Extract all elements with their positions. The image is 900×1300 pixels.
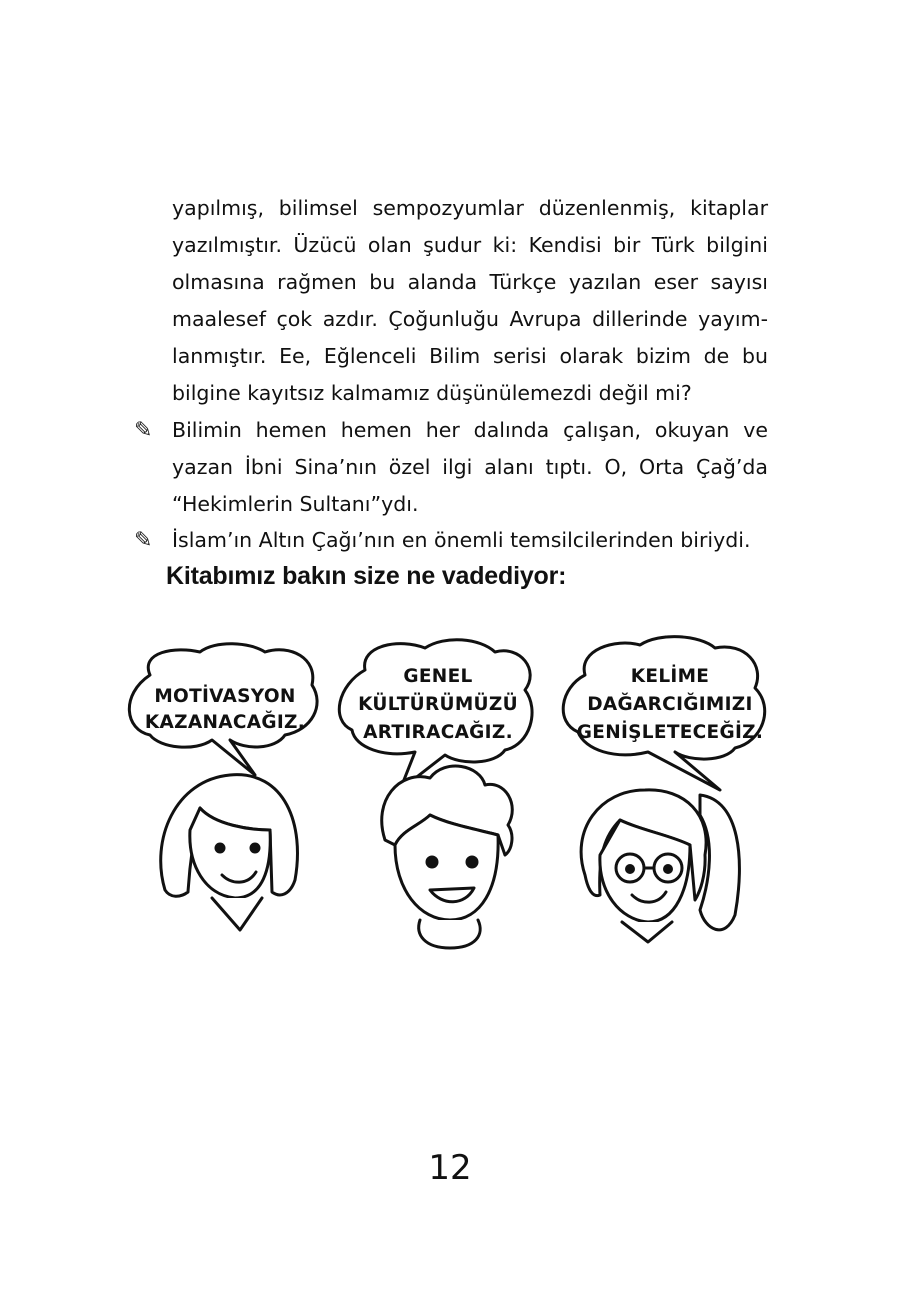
paragraph-line: olmasına rağmen bu alanda Türkçe yazılan eser sayısı: [172, 270, 768, 294]
characters-illustration: [0, 630, 900, 990]
bullet-line: İslam’ın Altın Çağı’nın en önemli temsilcilerinden biriydi.: [172, 528, 751, 552]
bullet-line: yazan İbni Sina’nın özel ilgi alanı tıptı. O, Orta Çağ’da: [172, 455, 768, 479]
page-number: 12: [428, 1148, 472, 1188]
speech-bubble: [129, 644, 317, 775]
boy-character-icon: [382, 766, 513, 948]
pencil-icon: ✎: [134, 418, 153, 443]
bubble-line: DAĞARCIĞIMIZI: [587, 694, 753, 715]
paragraph-line: bilgine kayıtsız kalmamız düşünülemezdi değil mi?: [172, 381, 692, 405]
section-heading: Kitabımız bakın size ne vadediyor:: [166, 562, 567, 590]
pencil-icon: ✎: [134, 528, 153, 553]
bubble-line: GENİŞLETECEĞİZ.: [576, 722, 764, 743]
paragraph-line: lanmıştır. Ee, Eğlenceli Bilim serisi olarak bizim de bu: [172, 344, 768, 368]
bubble-line: KAZANACAĞIZ.: [144, 712, 306, 733]
bubble-line: KELİME: [630, 666, 710, 687]
bullet-item: [134, 522, 768, 559]
speech-bubble: [339, 640, 532, 790]
speech-bubble: [563, 637, 764, 790]
bubble-line: MOTİVASYON: [154, 686, 296, 707]
paragraph-line: yazılmıştır. Üzücü olan şudur ki: Kendisi bir Türk bilgini: [172, 233, 768, 257]
bubble-line: KÜLTÜRÜMÜZÜ: [358, 694, 518, 715]
bullet-line: “Hekimlerin Sultanı”ydı.: [172, 492, 419, 516]
girl-with-glasses-icon: [581, 790, 739, 942]
bullet-line: Bilimin hemen hemen her dalında çalışan, okuyan ve: [172, 418, 768, 442]
intro-paragraph: [172, 190, 768, 412]
bubble-line: ARTIRACAĞIZ.: [363, 722, 513, 743]
paragraph-line: maalesef çok azdır. Çoğunluğu Avrupa dillerinde yayım-: [172, 307, 768, 331]
paragraph-line: yapılmış, bilimsel sempozyumlar düzenlenmiş, kitaplar: [172, 196, 768, 220]
bubble-line: GENEL: [403, 666, 473, 687]
girl-character-icon: [161, 775, 298, 930]
bullet-item: [134, 412, 768, 523]
